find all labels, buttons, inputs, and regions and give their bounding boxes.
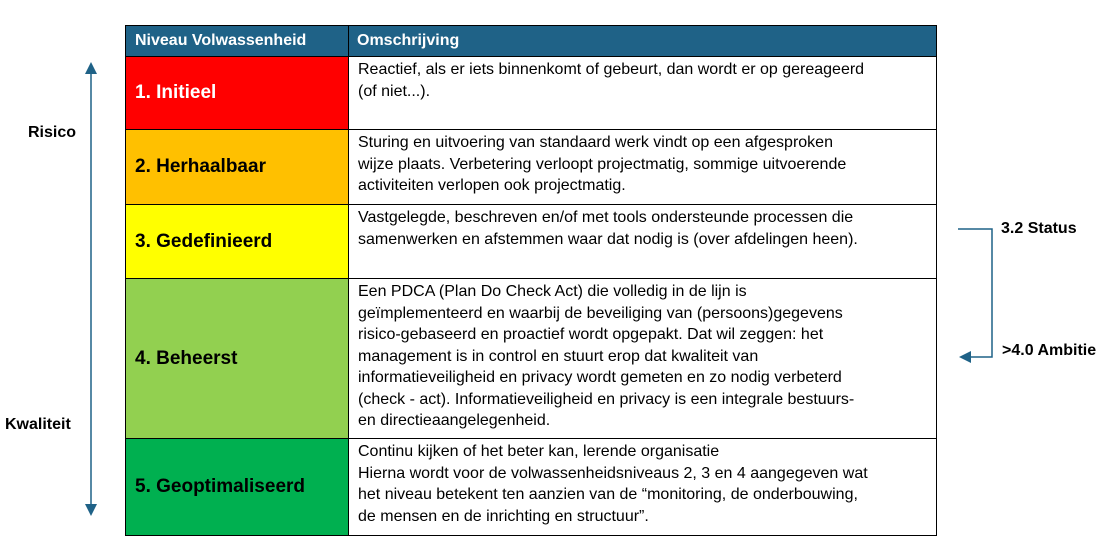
description-line: Continu kijken of het beter kan, lerende organisatie	[358, 443, 720, 460]
description-line: management is in control en stuurt erop dat kwaliteit van	[358, 347, 759, 365]
axis-top-label: Risico	[28, 124, 77, 141]
status-to-ambition-arrow	[958, 229, 992, 357]
description-line: Reactief, als er iets binnenkomt of gebeurt, dan wordt er op gereageerd	[358, 61, 865, 78]
level-description	[349, 439, 937, 536]
description-line: risico-gebaseerd en proactief wordt opgepakt. Dat wil zeggen: het	[358, 326, 824, 343]
description-line: activiteiten verlopen ook projectmatig.	[358, 177, 626, 194]
level-description	[349, 279, 937, 439]
description-line: samenwerken en afstemmen waar dat nodig is (over afdelingen heen).	[358, 230, 858, 248]
level-description	[349, 130, 937, 205]
description-line: informatieveiligheid en privacy wordt gemeten en zo nodig verbeterd	[358, 369, 842, 386]
description-line: (of niet...).	[358, 82, 431, 100]
level-name: 2. Herhaalbaar	[126, 130, 349, 205]
description-line: Vastgelegde, beschreven en/of met tools ondersteunde processen die	[358, 209, 854, 226]
description-line: geïmplementeerd en waarbij de beveiliging van (persoons)gegevens	[358, 304, 843, 322]
description-column-header: Omschrijving	[349, 26, 937, 57]
description-line: het niveau betekent ten aanzien van de “monitoring, de onderbouwing,	[358, 486, 858, 503]
level-name: 5. Geoptimaliseerd	[126, 439, 349, 536]
axis-bottom-label: Kwaliteit	[5, 416, 71, 433]
level-column-header: Niveau Volwassenheid	[126, 26, 349, 57]
level-name: 1. Initieel	[126, 57, 349, 130]
description-line: (check - act). Informatieveiligheid en privacy is een integrale bestuurs-	[358, 390, 855, 408]
level-name: 3. Gedefinieerd	[126, 205, 349, 279]
table-header-row	[126, 26, 937, 57]
description-line: de mensen en de inrichting en structuur”.	[358, 507, 649, 525]
description-line: Een PDCA (Plan Do Check Act) die volledig in de lijn is	[358, 283, 747, 300]
level-name: 4. Beheerst	[126, 279, 349, 439]
level-description	[349, 205, 937, 279]
level-description	[349, 57, 937, 130]
description-line: wijze plaats. Verbetering verloopt projectmatig, sommige uitvoerende	[358, 155, 847, 173]
description-line: Hierna wordt voor de volwassenheidsniveaus 2, 3 en 4 aangegeven wat	[358, 464, 868, 482]
ambition-label: >4.0 Ambitie	[1002, 342, 1097, 359]
maturity-row-geoptimaliseerd	[126, 439, 937, 536]
maturity-table	[125, 25, 937, 536]
maturity-row-gedefinieerd	[126, 205, 937, 279]
maturity-row-beheerst	[126, 279, 937, 439]
maturity-row-initieel	[126, 57, 937, 130]
description-line: Sturing en uitvoering van standaard werk vindt op een afgesproken	[358, 134, 833, 151]
maturity-row-herhaalbaar	[126, 130, 937, 205]
status-label: 3.2 Status	[1001, 220, 1077, 237]
description-line: en directieaangelegenheid.	[358, 412, 551, 429]
